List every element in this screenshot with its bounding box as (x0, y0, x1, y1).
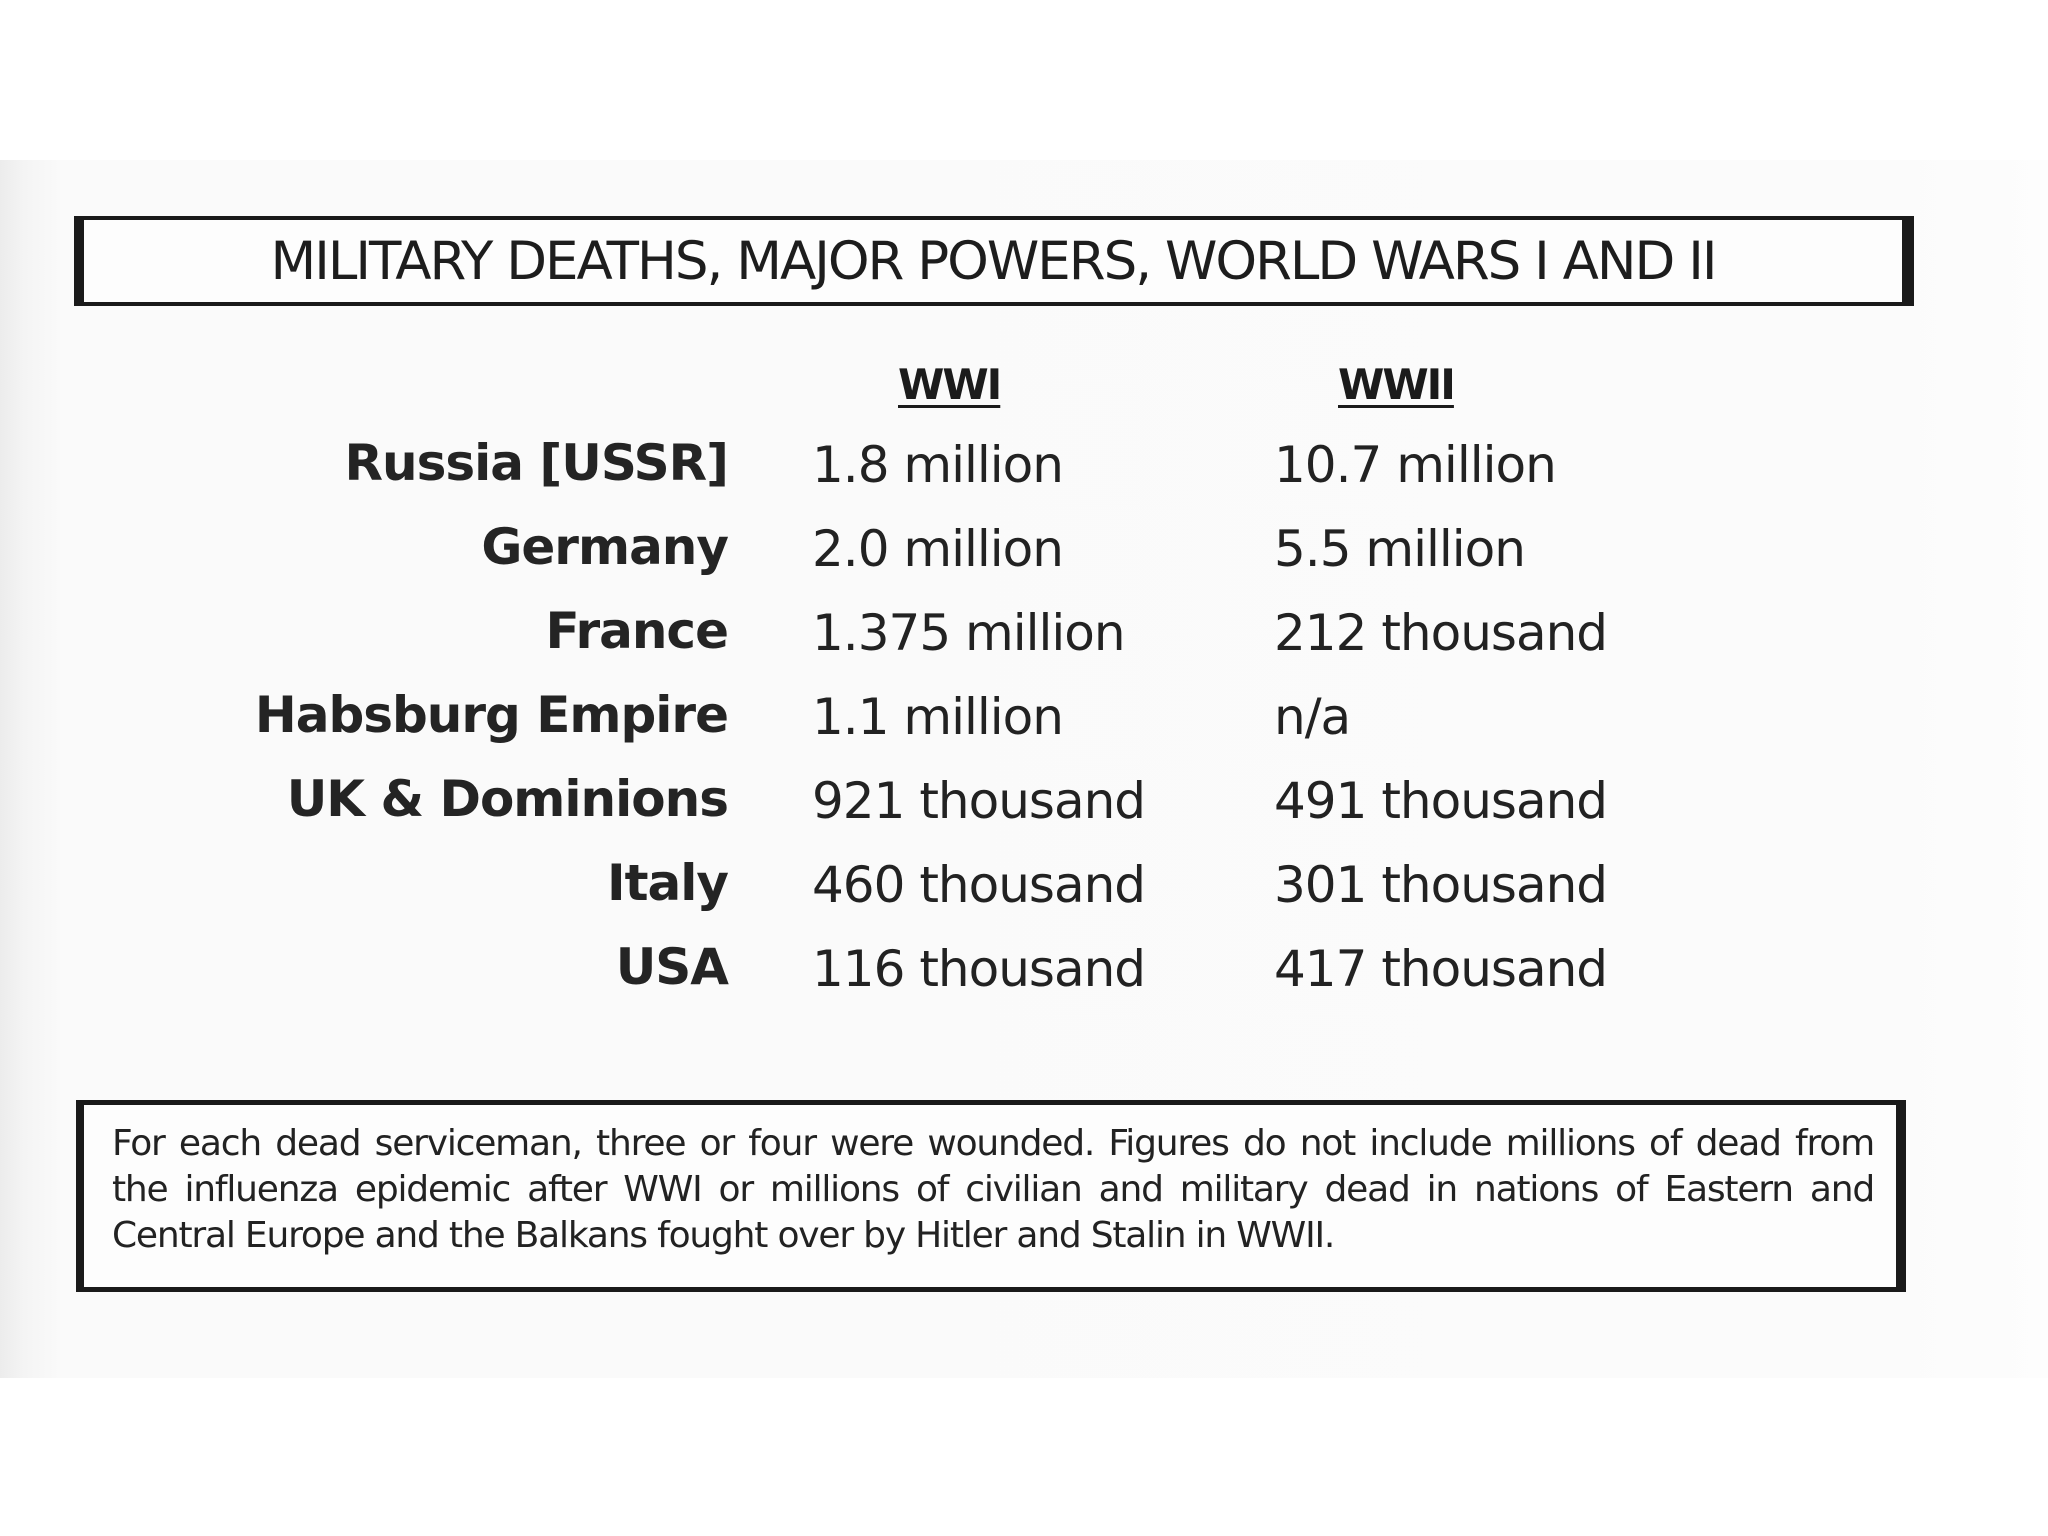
wwi-deaths: 460 thousand (812, 856, 1146, 914)
table-body (0, 434, 2048, 1022)
country-name: Russia [USSR] (344, 434, 728, 492)
country-name: Germany (481, 518, 728, 576)
table-row (0, 854, 2048, 938)
wwi-deaths: 1.1 million (812, 688, 1063, 746)
table-row (0, 938, 2048, 1022)
wwii-deaths: 212 thousand (1274, 604, 1608, 662)
wwi-deaths: 921 thousand (812, 772, 1146, 830)
wwii-deaths: 10.7 million (1274, 436, 1556, 494)
wwii-deaths: 301 thousand (1274, 856, 1608, 914)
wwi-deaths: 1.375 million (812, 604, 1125, 662)
title-box (74, 216, 1914, 306)
footnote-box (76, 1100, 1906, 1292)
country-name: USA (615, 938, 728, 996)
wwii-deaths: 417 thousand (1274, 940, 1608, 998)
footnote-text: For each dead serviceman, three or four were wounded. Figures do not include millions of dead from the influenza epidemic after WWI or millions of civilian and military dead in nations of Eastern and Central Europe and the Balkans fought over by Hitler and Stalin in WWII. (112, 1123, 1874, 1256)
wwi-deaths: 116 thousand (812, 940, 1146, 998)
table-row (0, 602, 2048, 686)
table-row (0, 686, 2048, 770)
wwii-deaths: 5.5 million (1274, 520, 1525, 578)
table-title: MILITARY DEATHS, MAJOR POWERS, WORLD WARS I AND II (270, 230, 1716, 292)
country-name: Italy (607, 854, 728, 912)
country-name: Habsburg Empire (254, 686, 728, 744)
table-row (0, 770, 2048, 854)
wwi-deaths: 1.8 million (812, 436, 1063, 494)
column-header-wwii: WWII (1338, 360, 1454, 409)
table-row (0, 518, 2048, 602)
wwii-deaths: n/a (1274, 688, 1351, 746)
table-row (0, 434, 2048, 518)
country-name: France (545, 602, 728, 660)
country-name: UK & Dominions (286, 770, 728, 828)
wwii-deaths: 491 thousand (1274, 772, 1608, 830)
wwi-deaths: 2.0 million (812, 520, 1063, 578)
column-header-wwi: WWI (898, 360, 1001, 409)
